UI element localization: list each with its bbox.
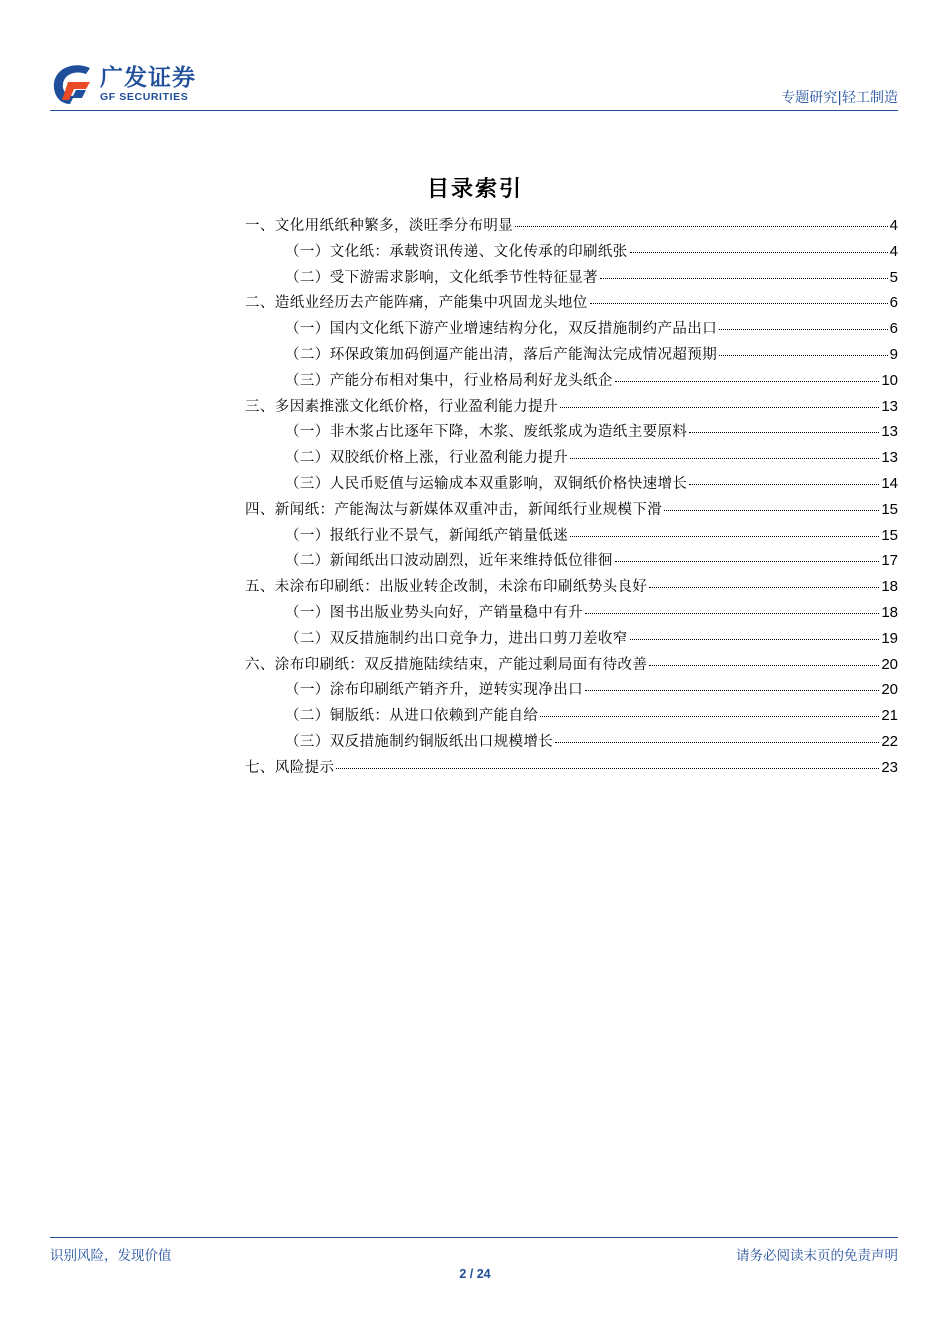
logo-english-name: GF SECURITIES bbox=[100, 91, 189, 103]
toc-entry[interactable] bbox=[245, 420, 898, 446]
toc-entry-page: 13 bbox=[881, 397, 898, 415]
toc-entry-page: 19 bbox=[881, 629, 898, 647]
toc-dot-leader bbox=[689, 432, 879, 433]
toc-entry-title: 四、新闻纸：产能淘汰与新媒体双重冲击，新闻纸行业规模下滑 bbox=[245, 501, 663, 518]
toc-entry-page: 21 bbox=[881, 707, 898, 725]
toc-entry-title: 二、造纸业经历去产能阵痛，产能集中巩固龙头地位 bbox=[245, 295, 588, 312]
toc-dot-leader bbox=[649, 665, 879, 666]
toc-entry-page: 23 bbox=[881, 758, 898, 776]
toc-entry[interactable] bbox=[245, 704, 898, 730]
toc-entry[interactable] bbox=[245, 601, 898, 627]
toc-entry-title: （二）双反措施制约出口竞争力，进出口剪刀差收窄 bbox=[285, 630, 628, 647]
toc-entry[interactable] bbox=[245, 524, 898, 550]
toc-entry[interactable] bbox=[245, 214, 898, 240]
toc-entry[interactable] bbox=[245, 549, 898, 575]
toc-dot-leader bbox=[719, 355, 888, 356]
toc-entry-title: 六、涂布印刷纸：双反措施陆续结束，产能过剩局面有待改善 bbox=[245, 656, 648, 673]
toc-dot-leader bbox=[560, 407, 879, 408]
toc-entry[interactable] bbox=[245, 678, 898, 704]
toc-entry-title: （一）报纸行业不景气，新闻纸产销量低迷 bbox=[285, 527, 569, 544]
toc-entry-title: （三）产能分布相对集中，行业格局利好龙头纸企 bbox=[285, 372, 613, 389]
toc-entry-title: （二）双胶纸价格上涨，行业盈利能力提升 bbox=[285, 450, 569, 467]
toc-entry[interactable] bbox=[245, 291, 898, 317]
toc-entry-title: （二）新闻纸出口波动剧烈，近年来维持低位徘徊 bbox=[285, 553, 613, 570]
toc-dot-leader bbox=[585, 613, 879, 614]
header-divider bbox=[50, 110, 898, 111]
page-header bbox=[50, 62, 898, 112]
toc-dot-leader bbox=[570, 458, 879, 459]
toc-title: 目录索引 bbox=[426, 176, 523, 202]
toc-entry-title: （二）受下游需求影响，文化纸季节性特征显著 bbox=[285, 269, 598, 286]
toc-dot-leader bbox=[615, 561, 880, 562]
toc-entry-title: （一）国内文化纸下游产业增速结构分化，双反措施制约产品出口 bbox=[285, 321, 718, 338]
toc-entry-page: 13 bbox=[881, 449, 898, 467]
toc-entry[interactable] bbox=[245, 653, 898, 679]
toc-entry-title: （一）非木浆占比逐年下降，木浆、废纸浆成为造纸主要原料 bbox=[285, 424, 688, 441]
toc-dot-leader bbox=[615, 381, 880, 382]
toc-dot-leader bbox=[570, 536, 879, 537]
toc-entry-title: 五、未涂布印刷纸：出版业转企改制，未涂布印刷纸势头良好 bbox=[245, 579, 648, 596]
toc-entry[interactable] bbox=[245, 343, 898, 369]
toc-entry-page: 9 bbox=[889, 345, 898, 363]
toc-entry-page: 22 bbox=[881, 732, 898, 750]
toc-entry[interactable] bbox=[245, 575, 898, 601]
toc-entry-page: 4 bbox=[889, 242, 898, 260]
toc-entry-page: 17 bbox=[881, 552, 898, 570]
toc-entry-title: （一）涂布印刷纸产销齐升，逆转实现净出口 bbox=[285, 682, 583, 699]
toc-entry-page: 14 bbox=[881, 474, 898, 492]
toc-entry-title: （一）文化纸：承载资讯传递、文化传承的印刷纸张 bbox=[285, 243, 628, 260]
toc-dot-leader bbox=[600, 278, 888, 279]
footer-disclaimer-link[interactable]: 请务必阅读末页的免责声明 bbox=[736, 1248, 898, 1264]
toc-entry[interactable] bbox=[245, 472, 898, 498]
toc-entry-page: 5 bbox=[889, 268, 898, 286]
toc-entry[interactable] bbox=[245, 756, 898, 782]
toc-entry[interactable] bbox=[245, 446, 898, 472]
toc-dot-leader bbox=[590, 303, 888, 304]
gf-logo-icon bbox=[50, 62, 96, 106]
toc-entry-title: 三、多因素推涨文化纸价格，行业盈利能力提升 bbox=[245, 398, 558, 415]
footer-slogan: 识别风险，发现价值 bbox=[50, 1248, 172, 1264]
toc-dot-leader bbox=[540, 716, 879, 717]
toc-dot-leader bbox=[664, 510, 879, 511]
report-category: 专题研究|轻工制造 bbox=[781, 90, 898, 106]
toc-entry-title: （二）铜版纸：从进口依赖到产能自给 bbox=[285, 708, 539, 725]
toc-dot-leader bbox=[689, 484, 879, 485]
toc-dot-leader bbox=[585, 690, 879, 691]
toc-dot-leader bbox=[630, 639, 880, 640]
toc-entry[interactable] bbox=[245, 369, 898, 395]
toc-entry-title: （三）人民币贬值与运输成本双重影响，双铜纸价格快速增长 bbox=[285, 475, 688, 492]
toc-entry-page: 6 bbox=[889, 294, 898, 312]
toc-entry-page: 15 bbox=[881, 526, 898, 544]
toc-entry-page: 4 bbox=[889, 217, 898, 234]
logo-chinese-name: 广发证券 bbox=[100, 65, 196, 91]
toc-entry-title: （三）双反措施制约铜版纸出口规模增长 bbox=[285, 733, 554, 750]
toc-entry-title: 七、风险提示 bbox=[245, 759, 335, 776]
toc-dot-leader bbox=[515, 226, 887, 227]
toc-entry[interactable] bbox=[245, 266, 898, 292]
footer-divider bbox=[50, 1237, 898, 1238]
toc-entry-page: 18 bbox=[881, 603, 898, 621]
toc-entry-page: 20 bbox=[881, 681, 898, 699]
toc-entry[interactable] bbox=[245, 317, 898, 343]
table-of-contents bbox=[245, 214, 898, 782]
toc-entry-page: 13 bbox=[881, 423, 898, 441]
toc-entry-title: 一、文化用纸纸种繁多，淡旺季分布明显 bbox=[245, 218, 514, 234]
toc-entry-page: 18 bbox=[881, 578, 898, 596]
toc-entry[interactable] bbox=[245, 395, 898, 421]
page-indicator: 2 / 24 bbox=[459, 1267, 491, 1281]
toc-dot-leader bbox=[630, 252, 888, 253]
toc-entry[interactable] bbox=[245, 498, 898, 524]
toc-entry-page: 15 bbox=[881, 500, 898, 518]
toc-entry[interactable] bbox=[245, 730, 898, 756]
toc-dot-leader bbox=[719, 329, 888, 330]
company-logo bbox=[50, 62, 196, 106]
toc-entry-page: 6 bbox=[889, 320, 898, 338]
toc-dot-leader bbox=[555, 742, 879, 743]
toc-entry[interactable] bbox=[245, 240, 898, 266]
toc-entry-title: （一）图书出版业势头向好，产销量稳中有升 bbox=[285, 604, 583, 621]
toc-entry-page: 20 bbox=[881, 655, 898, 673]
toc-entry-page: 10 bbox=[881, 371, 898, 389]
toc-entry-title: （二）环保政策加码倒逼产能出清，落后产能淘汰完成情况超预期 bbox=[285, 346, 718, 363]
toc-dot-leader bbox=[336, 768, 879, 769]
toc-dot-leader bbox=[649, 587, 879, 588]
toc-entry[interactable] bbox=[245, 627, 898, 653]
